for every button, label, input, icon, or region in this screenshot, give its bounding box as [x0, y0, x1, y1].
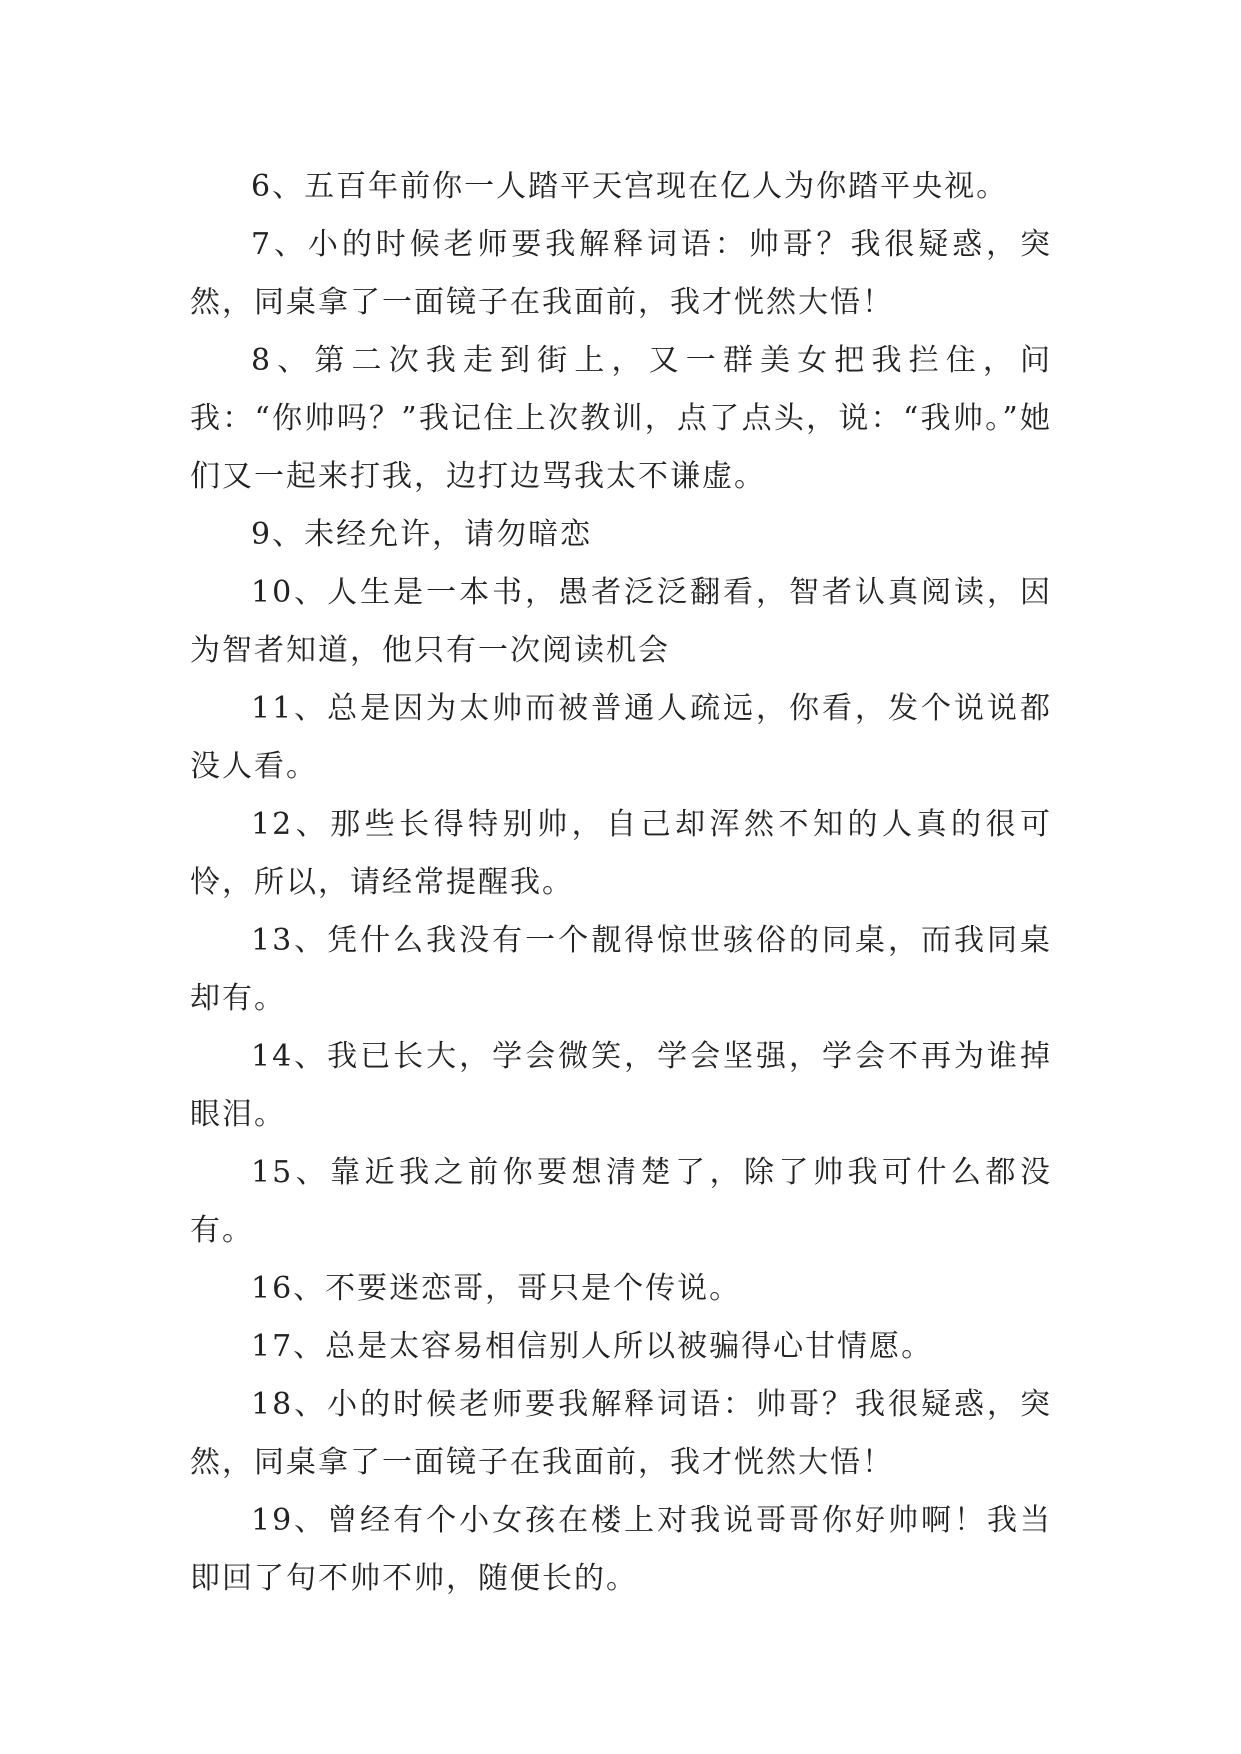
paragraph-12: 12、那些长得特别帅，自己却浑然不知的人真的很可怜，所以，请经常提醒我。: [190, 807, 1052, 900]
paragraph-10: 10、人生是一本书，愚者泛泛翻看，智者认真阅读，因为智者知道，他只有一次阅读机会: [190, 575, 1052, 668]
paragraph-19: 19、曾经有个小女孩在楼上对我说哥哥你好帅啊！我当即回了句不帅不帅，随便长的。: [190, 1503, 1052, 1596]
paragraph-8: 8、第二次我走到街上，又一群美女把我拦住，问我：“你帅吗？”我记住上次教训，点了点头，说：“我帅。”她们又一起来打我，边打边骂我太不谦虚。: [190, 343, 1052, 494]
paragraph-9: 9、未经允许，请勿暗恋: [251, 517, 593, 552]
document-body: [190, 158, 1052, 1608]
paragraph-15: 15、靠近我之前你要想清楚了，除了帅我可什么都没有。: [190, 1155, 1052, 1248]
paragraph-17: 17、总是太容易相信别人所以被骗得心甘情愿。: [251, 1329, 934, 1364]
paragraph-13: 13、凭什么我没有一个靓得惊世骇俗的同桌，而我同桌却有。: [190, 923, 1052, 1016]
paragraph-7: 7、小的时候老师要我解释词语：帅哥？我很疑惑，突然，同桌拿了一面镜子在我面前，我才恍然大悟！: [190, 227, 1052, 320]
paragraph-16: 16、不要迷恋哥，哥只是个传说。: [251, 1271, 742, 1306]
paragraph-11: 11、总是因为太帅而被普通人疏远，你看，发个说说都没人看。: [190, 691, 1052, 784]
paragraph-18: 18、小的时候老师要我解释词语：帅哥？我很疑惑，突然，同桌拿了一面镜子在我面前，我才恍然大悟！: [190, 1387, 1052, 1480]
paragraph-14: 14、我已长大，学会微笑，学会坚强，学会不再为谁掉眼泪。: [190, 1039, 1052, 1132]
paragraph-6: 6、五百年前你一人踏平天宫现在亿人为你踏平央视。: [251, 169, 1009, 204]
